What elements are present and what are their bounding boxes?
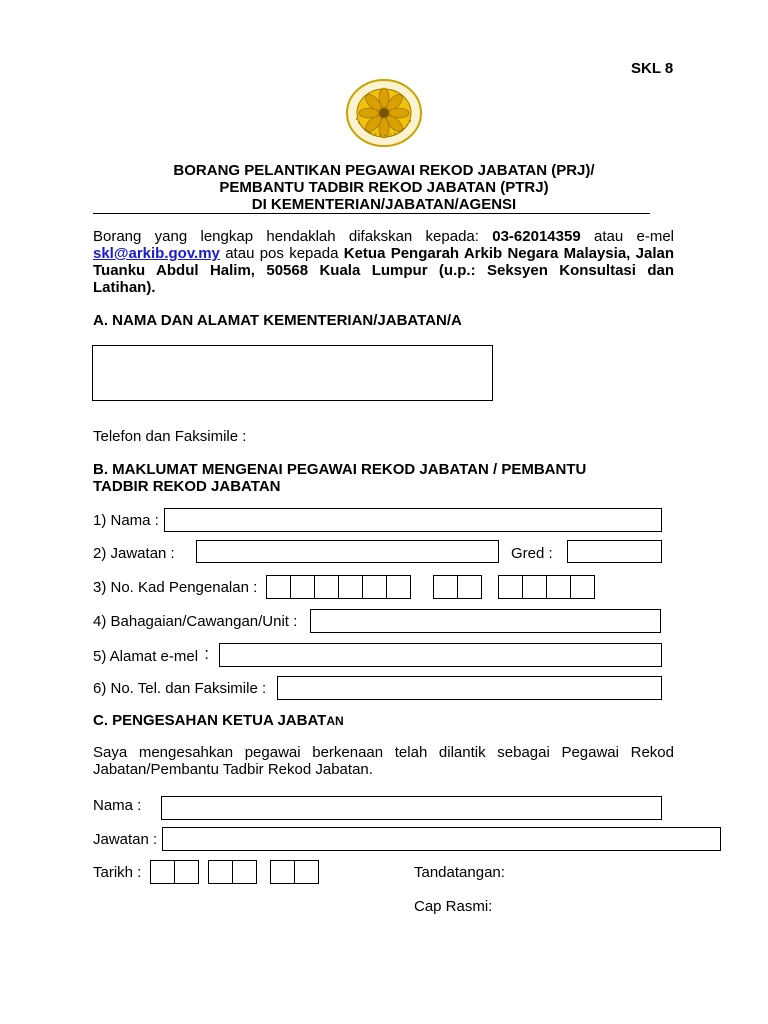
section-b-heading-line-1: B. MAKLUMAT MENGENAI PEGAWAI REKOD JABATAN / PEMBANTU: [93, 461, 587, 478]
tarikh-day: [150, 860, 199, 884]
intro-text-1: Borang yang lengkap hendaklah difakskan kepada:: [93, 228, 479, 245]
title-rule: [93, 213, 650, 214]
ic-label: 3) No. Kad Pengenalan :: [93, 579, 258, 596]
date-digit-box[interactable]: [208, 860, 233, 884]
tarikh-year: [270, 860, 319, 884]
bahagian-label: 4) Bahagaian/Cawangan/Unit :: [93, 613, 298, 630]
confirmation-statement: Saya mengesahkan pegawai berkenaan telah dilantik sebagai Pegawai Rekod Jabatan/Pembantu Tadbir Rekod Jabatan.: [93, 744, 674, 778]
jawatan-label: 2) Jawatan :: [93, 545, 175, 562]
postal-address: Ketua Pengarah Arkib Negara Malaysia, Jalan Tuanku Abdul Halim, 50568 Kuala Lumpur (u.p.: Seksyen Konsultasi dan Latihan).: [93, 245, 674, 296]
date-digit-box[interactable]: [232, 860, 257, 884]
ic-digit-box[interactable]: [386, 575, 411, 599]
section-b-heading-line-2: TADBIR REKOD JABATAN: [93, 478, 281, 495]
section-c-heading-tail: AN: [326, 714, 344, 728]
emel-label-text: 5) Alamat e-mel: [93, 648, 199, 665]
section-a-heading: A. NAMA DAN ALAMAT KEMENTERIAN/JABATAN/A: [93, 312, 462, 329]
title-line-3: DI KEMENTERIAN/JABATAN/AGENSI: [251, 196, 517, 213]
ic-digit-box[interactable]: [338, 575, 363, 599]
nama-label: 1) Nama :: [93, 512, 159, 529]
ic-part-3: [498, 575, 595, 599]
ic-digit-box[interactable]: [457, 575, 482, 599]
ic-part-2: [433, 575, 482, 599]
ministry-name-address-input[interactable]: [92, 345, 493, 401]
ic-digit-box[interactable]: [362, 575, 387, 599]
gred-input[interactable]: [567, 540, 662, 563]
date-digit-box[interactable]: [150, 860, 175, 884]
date-digit-box[interactable]: [270, 860, 295, 884]
emel-label-colon: :: [204, 644, 209, 663]
ic-digit-box[interactable]: [546, 575, 571, 599]
gred-label: Gred :: [511, 545, 553, 562]
ic-digit-box[interactable]: [522, 575, 547, 599]
title-line-2: PEMBANTU TADBIR REKOD JABATAN (PTRJ): [219, 179, 549, 196]
emel-input[interactable]: [219, 643, 662, 667]
tandatangan-label: Tandatangan:: [414, 864, 505, 881]
section-c-heading-main: C. PENGESAHAN KETUA JABAT: [93, 712, 327, 729]
jawatan-input[interactable]: [196, 540, 499, 563]
intro-paragraph: [93, 228, 674, 296]
title-line-1: BORANG PELANTIKAN PEGAWAI REKOD JABATAN (PRJ)/: [173, 162, 595, 179]
ic-digit-box[interactable]: [266, 575, 291, 599]
intro-text-2: atau e-mel: [593, 228, 674, 245]
form-title: [90, 162, 678, 213]
ic-digit-box[interactable]: [570, 575, 595, 599]
date-digit-box[interactable]: [174, 860, 199, 884]
head-jawatan-label: Jawatan :: [93, 831, 158, 848]
tarikh-month: [208, 860, 257, 884]
ic-digit-box[interactable]: [290, 575, 315, 599]
arkib-negara-seal-logo: [344, 78, 424, 148]
tel-label: 6) No. Tel. dan Faksimile :: [93, 680, 267, 697]
ic-digit-box[interactable]: [498, 575, 523, 599]
phone-fax-label: Telefon dan Faksimile :: [93, 428, 247, 445]
fax-number: 03-62014359: [492, 228, 581, 245]
intro-text-3: atau pos kepada: [225, 245, 339, 262]
cap-rasmi-label: Cap Rasmi:: [414, 898, 493, 915]
ic-part-1: [266, 575, 411, 599]
emel-label: [93, 646, 209, 666]
tel-input[interactable]: [277, 676, 662, 700]
document-code: SKL 8: [631, 60, 674, 77]
bahagian-input[interactable]: [310, 609, 661, 633]
head-nama-input[interactable]: [161, 796, 662, 820]
section-b-heading: [93, 461, 586, 495]
ic-digit-box[interactable]: [433, 575, 458, 599]
email-link[interactable]: skl@arkib.gov.my: [93, 245, 220, 262]
nama-input[interactable]: [164, 508, 662, 532]
ic-digit-box[interactable]: [314, 575, 339, 599]
head-jawatan-input[interactable]: [162, 827, 721, 851]
head-nama-label: Nama :: [93, 797, 142, 814]
tarikh-label: Tarikh :: [93, 864, 142, 881]
section-c-heading: [93, 712, 344, 729]
date-digit-box[interactable]: [294, 860, 319, 884]
